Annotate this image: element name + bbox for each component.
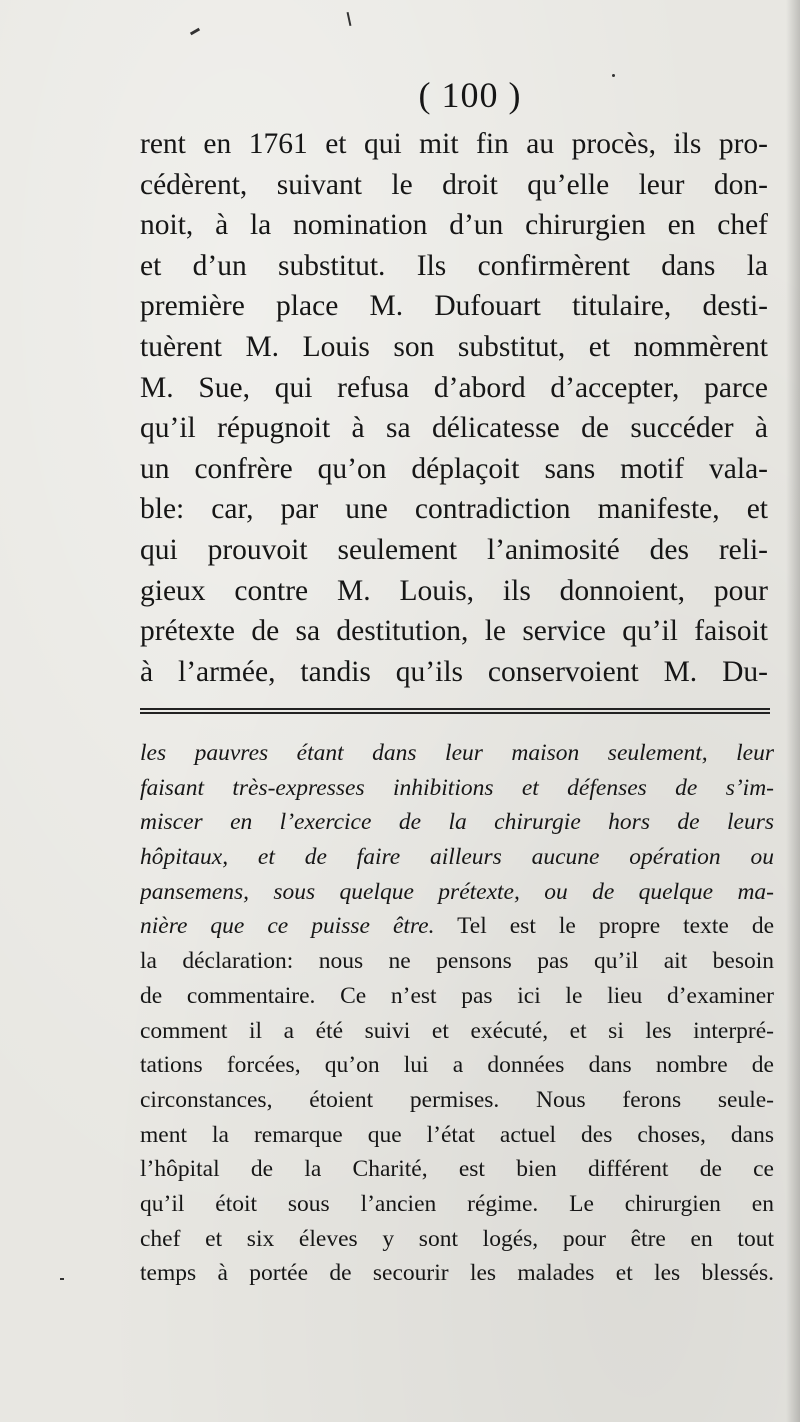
footnote-line: faisant très-expresses inhibitions et défenses de s’im- (140, 774, 774, 801)
footnote-line: circonstances, étoient permises. Nous ferons seule- (140, 1086, 774, 1113)
footnote-line: temps à portée de secourir les malades et les blessés. (140, 1260, 774, 1287)
footnote-italic-fragment: nière que ce puisse être. (140, 913, 435, 940)
page-edge-shadow (786, 0, 800, 1422)
footnote-line: la déclaration: nous ne pensons pas qu’il ait besoin (140, 948, 774, 975)
footnote-line: tations forcées, qu’on lui a données dans nombre de (140, 1052, 774, 1079)
footnote-line: chef et six éleves y sont logés, pour être en tout (140, 1225, 774, 1252)
ink-speck (60, 1278, 64, 1280)
footnote-line: l’hôpital de la Charité, est bien différent de ce (140, 1156, 774, 1183)
footnote-line: comment il a été suivi et exécuté, et si les interpré- (140, 1017, 774, 1044)
footnote-line: qu’il étoit sous l’ancien régime. Le chirurgien en (140, 1190, 774, 1217)
footnote-line: ment la remarque que l’état actuel des choses, dans (140, 1121, 774, 1148)
ink-speck (347, 12, 352, 26)
text-line: et d’un substitut. Ils confirmèrent dans la (140, 249, 768, 282)
text-line: qu’il répugnoit à sa délicatesse de succéder à (140, 412, 768, 445)
text-line: noit, à la nomination d’un chirurgien en chef (140, 209, 768, 242)
text-line: à l’armée, tandis qu’ils conservoient M. Du- (140, 655, 768, 688)
page-number: ( 100 ) (418, 75, 522, 115)
ink-speck (190, 28, 200, 36)
footnote-divider (140, 708, 770, 714)
text-line: gieux contre M. Louis, ils donnoient, pour (140, 574, 768, 607)
text-line: M. Sue, qui refusa d’abord d’accepter, parce (140, 371, 768, 404)
footnote-roman-fragment: Tel est le propre texte de (434, 913, 774, 940)
footnote-line: pansemens, sous quelque prétexte, ou de quelque ma- (140, 878, 774, 905)
text-line: qui prouvoit seulement l’animosité des reli- (140, 533, 768, 566)
text-line: rent en 1761 et qui mit fin au procès, ils pro- (140, 128, 768, 160)
text-line: première place M. Dufouart titulaire, desti- (140, 290, 768, 323)
footnote-line-mixed (140, 909, 774, 944)
text-line: tuèrent M. Louis son substitut, et nommèrent (140, 330, 768, 363)
footnote-line: de commentaire. Ce n’est pas ici le lieu d’examiner (140, 982, 774, 1009)
footnote-line: les pauvres étant dans leur maison seulement, leur (140, 740, 774, 766)
footnote-line: hôpitaux, et de faire ailleurs aucune opération ou (140, 844, 774, 871)
text-line: ble: car, par une contradiction manifeste, et (140, 493, 768, 526)
main-text-block (140, 124, 768, 692)
text-line: prétexte de sa destitution, le service qu’il faisoit (140, 615, 768, 648)
text-line: cédèrent, suivant le droit qu’elle leur don- (140, 168, 768, 201)
footnote-line: miscer en l’exercice de la chirurgie hors de leurs (140, 809, 774, 836)
text-line: un confrère qu’on déplaçoit sans motif vala- (140, 452, 768, 485)
footnote-block (140, 736, 774, 1291)
